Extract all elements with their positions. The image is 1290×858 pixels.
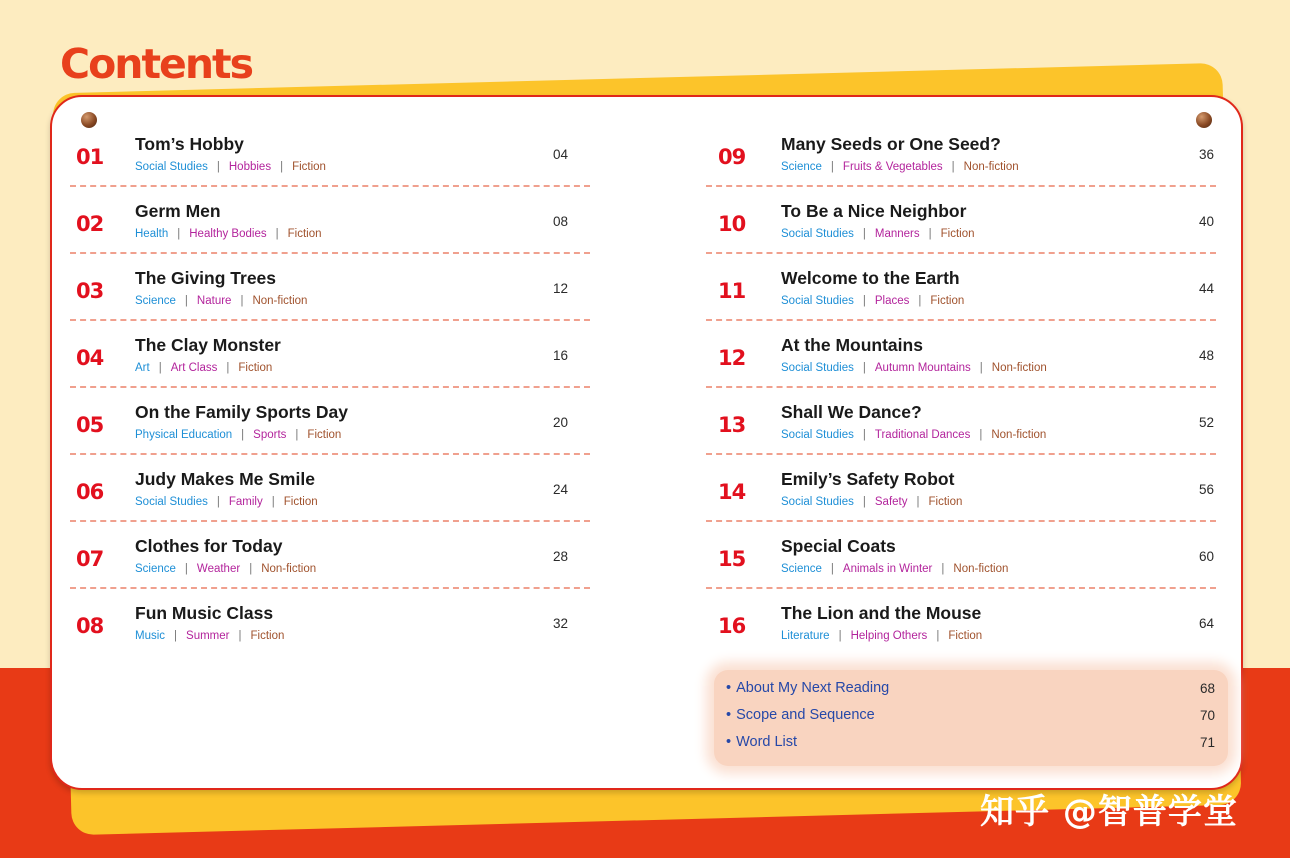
entry-tags [135, 496, 318, 508]
extra-page-number: 71 [1200, 735, 1216, 750]
entry-title[interactable]: Clothes for Today [135, 536, 283, 556]
bullet-icon: • [726, 734, 732, 750]
entry-number: 07 [76, 547, 104, 571]
entry-topic: Family [228, 496, 263, 508]
entry-title[interactable]: To Be a Nice Neighbor [781, 201, 967, 221]
contents-entry[interactable] [706, 455, 1216, 522]
tag-separator: | [184, 295, 188, 307]
entry-number: 11 [718, 279, 746, 303]
entry-title[interactable]: Special Coats [781, 536, 896, 556]
entry-topic: Places [874, 295, 910, 307]
entry-page-number: 12 [553, 281, 569, 296]
extra-label: Scope and Sequence [736, 707, 875, 723]
entry-tags [135, 228, 321, 240]
entry-number: 09 [718, 145, 746, 169]
tag-separator: | [216, 496, 220, 508]
bullet-icon: • [726, 680, 732, 696]
entry-genre: Non-fiction [963, 161, 1019, 173]
extra-label: Word List [736, 734, 798, 750]
entry-topic: Weather [196, 563, 241, 575]
extra-label: About My Next Reading [736, 680, 890, 696]
tag-separator: | [241, 429, 245, 441]
tag-separator: | [862, 496, 866, 508]
entry-title[interactable]: The Giving Trees [135, 268, 277, 288]
entry-tags [135, 630, 284, 642]
extra-link-about-next-reading[interactable] [726, 680, 889, 696]
entry-tags [135, 563, 316, 575]
tag-separator: | [216, 161, 220, 173]
entry-genre: Non-fiction [252, 295, 308, 307]
entry-subject: Science [781, 161, 822, 173]
entry-subject: Health [135, 228, 169, 240]
entry-page-number: 48 [1199, 348, 1215, 363]
entry-tags [781, 563, 1008, 575]
contents-entry[interactable] [70, 388, 590, 455]
tag-separator: | [862, 429, 866, 441]
tag-separator: | [862, 362, 866, 374]
entry-subject: Social Studies [135, 161, 208, 173]
contents-entry[interactable] [70, 321, 590, 388]
entry-genre: Fiction [948, 630, 983, 642]
extra-page-number: 70 [1200, 708, 1216, 723]
entry-number: 02 [76, 212, 104, 236]
entry-topic: Nature [196, 295, 232, 307]
entry-title[interactable]: At the Mountains [781, 335, 923, 355]
tag-separator: | [951, 161, 955, 173]
bullet-icon: • [726, 707, 732, 723]
contents-entry[interactable] [706, 522, 1216, 589]
entry-subject: Music [135, 630, 166, 642]
entry-tags [135, 362, 272, 374]
entry-topic: Healthy Bodies [189, 228, 267, 240]
entry-page-number: 16 [553, 348, 569, 363]
entry-subject: Science [135, 295, 176, 307]
entry-topic: Sports [253, 429, 287, 441]
tag-separator: | [862, 295, 866, 307]
entry-number: 03 [76, 279, 104, 303]
entry-tags [781, 362, 1047, 374]
tag-separator: | [979, 362, 983, 374]
entry-genre: Fiction [287, 228, 322, 240]
entry-page-number: 04 [553, 147, 569, 162]
entry-number: 14 [718, 480, 746, 504]
entry-number: 08 [76, 614, 104, 638]
entry-topic: Fruits & Vegetables [842, 161, 943, 173]
entry-topic: Hobbies [228, 161, 272, 173]
tag-separator: | [275, 228, 279, 240]
tag-separator: | [240, 295, 244, 307]
tag-separator: | [174, 630, 178, 642]
entry-tags [135, 295, 307, 307]
entry-topic: Autumn Mountains [874, 362, 971, 374]
tag-separator: | [936, 630, 940, 642]
entry-subject: Science [135, 563, 176, 575]
entry-genre: Non-fiction [991, 362, 1047, 374]
tag-separator: | [249, 563, 253, 575]
entry-number: 04 [76, 346, 104, 370]
entry-title[interactable]: Judy Makes Me Smile [135, 469, 315, 489]
entry-subject: Social Studies [781, 228, 854, 240]
extra-page-number: 68 [1200, 681, 1216, 696]
entry-tags [135, 161, 326, 173]
tag-separator: | [928, 228, 932, 240]
entry-title[interactable]: Shall We Dance? [781, 402, 922, 422]
entry-title[interactable]: Tom’s Hobby [135, 134, 244, 154]
entry-page-number: 60 [1199, 549, 1215, 564]
tag-separator: | [830, 563, 834, 575]
contents-entry[interactable] [706, 120, 1216, 187]
contents-entry[interactable] [706, 187, 1216, 254]
tag-separator: | [862, 228, 866, 240]
entry-genre: Non-fiction [953, 563, 1009, 575]
tag-separator: | [838, 630, 842, 642]
tag-separator: | [184, 563, 188, 575]
tag-separator: | [941, 563, 945, 575]
contents-right-column [706, 120, 1216, 656]
tag-separator: | [271, 496, 275, 508]
entry-subject: Social Studies [135, 496, 208, 508]
contents-entry[interactable] [706, 388, 1216, 455]
entry-number: 15 [718, 547, 746, 571]
entry-genre: Fiction [928, 496, 963, 508]
entry-title[interactable]: The Lion and the Mouse [781, 603, 982, 623]
entry-topic: Helping Others [850, 630, 928, 642]
extras-box [714, 670, 1228, 766]
contents-entry[interactable] [706, 321, 1216, 388]
entry-page-number: 28 [553, 549, 569, 564]
entry-page-number: 32 [553, 616, 569, 631]
tag-separator: | [226, 362, 230, 374]
entry-genre: Fiction [238, 362, 273, 374]
entry-title[interactable]: On the Family Sports Day [135, 402, 348, 422]
entry-page-number: 20 [553, 415, 569, 430]
entry-number: 05 [76, 413, 104, 437]
tag-separator: | [280, 161, 284, 173]
extra-link-scope-and-sequence[interactable] [726, 707, 875, 723]
entry-subject: Science [781, 563, 822, 575]
entry-page-number: 52 [1199, 415, 1215, 430]
entry-number: 10 [718, 212, 746, 236]
entry-genre: Non-fiction [261, 563, 317, 575]
entry-page-number: 40 [1199, 214, 1215, 229]
watermark: 知乎 @智普学堂 [980, 792, 1238, 832]
entry-title[interactable]: Many Seeds or One Seed? [781, 134, 1001, 154]
entry-tags [135, 429, 341, 441]
contents-left-column [70, 120, 590, 656]
entry-subject: Social Studies [781, 429, 854, 441]
entry-topic: Summer [186, 630, 230, 642]
tag-separator: | [158, 362, 162, 374]
entry-number: 01 [76, 145, 104, 169]
entry-page-number: 24 [553, 482, 569, 497]
entry-topic: Manners [874, 228, 920, 240]
entry-genre: Fiction [250, 630, 285, 642]
entry-subject: Physical Education [135, 429, 233, 441]
tag-separator: | [177, 228, 181, 240]
page-title: Contents [60, 40, 253, 88]
entry-tags [781, 429, 1046, 441]
contents-entry[interactable] [70, 120, 590, 187]
entry-page-number: 64 [1199, 616, 1215, 631]
entry-tags [781, 161, 1019, 173]
entry-number: 12 [718, 346, 746, 370]
tag-separator: | [916, 496, 920, 508]
entry-subject: Art [135, 362, 150, 374]
entry-page-number: 44 [1199, 281, 1215, 296]
entry-tags [781, 496, 962, 508]
entry-topic: Traditional Dances [874, 429, 971, 441]
contents-entry[interactable] [70, 254, 590, 321]
tag-separator: | [238, 630, 242, 642]
entry-genre: Fiction [930, 295, 965, 307]
entry-title[interactable]: The Clay Monster [135, 335, 281, 355]
entry-number: 06 [76, 480, 104, 504]
extra-link-word-list[interactable] [726, 734, 797, 750]
entry-tags [781, 295, 964, 307]
contents-entry[interactable] [70, 522, 590, 589]
entry-title[interactable]: Emily’s Safety Robot [781, 469, 955, 489]
entry-page-number: 36 [1199, 147, 1215, 162]
entry-genre: Non-fiction [991, 429, 1047, 441]
entry-genre: Fiction [292, 161, 326, 173]
entry-subject: Social Studies [781, 496, 854, 508]
entry-title[interactable]: Welcome to the Earth [781, 268, 960, 288]
entry-tags [781, 630, 982, 642]
entry-topic: Animals in Winter [842, 563, 933, 575]
entry-topic: Safety [874, 496, 908, 508]
entry-page-number: 56 [1199, 482, 1215, 497]
tag-separator: | [295, 429, 299, 441]
entry-title[interactable]: Fun Music Class [135, 603, 274, 623]
entry-topic: Art Class [170, 362, 218, 374]
entry-tags [781, 228, 975, 240]
contents-entry[interactable] [706, 589, 1216, 656]
entry-genre: Fiction [283, 496, 318, 508]
contents-entry[interactable] [70, 455, 590, 522]
entry-subject: Literature [781, 630, 830, 642]
tag-separator: | [830, 161, 834, 173]
tag-separator: | [918, 295, 922, 307]
entry-page-number: 08 [553, 214, 569, 229]
contents-entry[interactable] [706, 254, 1216, 321]
contents-entry[interactable] [70, 187, 590, 254]
entry-subject: Social Studies [781, 295, 854, 307]
tag-separator: | [979, 429, 983, 441]
entry-genre: Fiction [940, 228, 975, 240]
entry-number: 13 [718, 413, 746, 437]
contents-entry[interactable] [70, 589, 590, 656]
entry-title[interactable]: Germ Men [135, 201, 221, 221]
entry-number: 16 [718, 614, 746, 638]
entry-genre: Fiction [307, 429, 342, 441]
entry-subject: Social Studies [781, 362, 854, 374]
